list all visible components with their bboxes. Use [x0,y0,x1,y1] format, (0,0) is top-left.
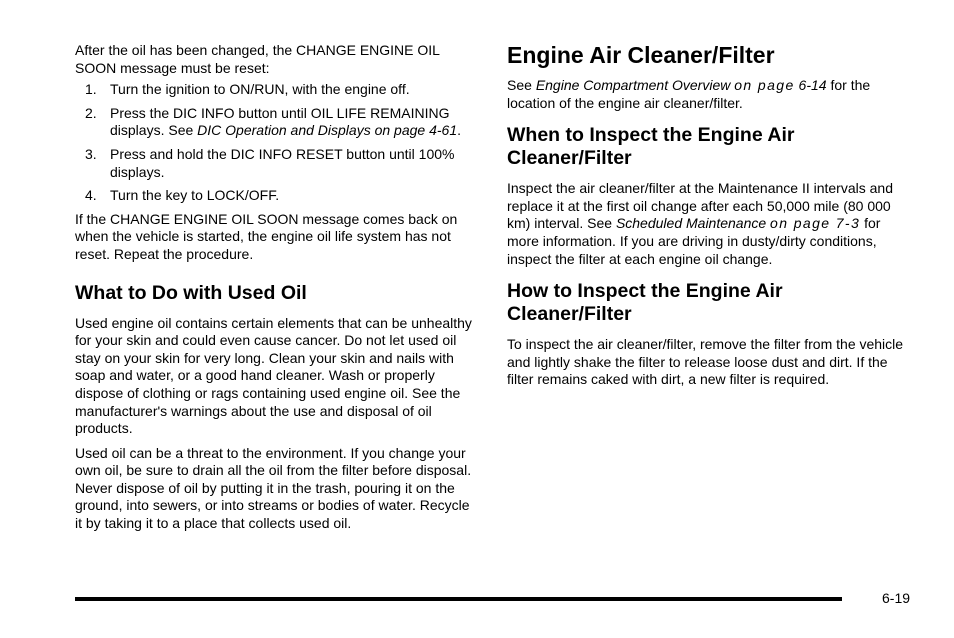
scheduled-maintenance-link-page: on page 7-3 [770,215,861,232]
list-item [75,81,480,99]
step-text: Turn the ignition to ON/RUN, with the engine off. [110,81,410,98]
scheduled-maintenance-link[interactable] [616,215,860,231]
page-title: Engine Air Cleaner/Filter [507,42,775,68]
when-to-inspect-paragraph [507,180,907,268]
intro-paragraph: After the oil has been changed, the CHANGE ENGINE OIL SOON message must be reset: [75,42,440,76]
step-text [110,105,480,140]
step-number: 1. [85,81,97,98]
used-oil-paragraph-1: Used engine oil contains certain elements that can be unhealthy for your skin and could even cause cancer. Do not let used oil stay on your skin for very long. Clean your skin and nails with soap and water, or a good hand cleaner. Wash or properly dispose of clothing or rags containing used engine oil. See the manufacturer's warnings about the use and disposal of oil products. [75,314,472,437]
engine-compartment-link-page-number: 6-14 [794,77,827,93]
used-oil-paragraph-2: Used oil can be a threat to the environment. If you change your own oil, be sure to drain all the oil from the filter before disposal. Never dispose of oil by putting it in the trash, pouring it on the ground, into sewers, or into streams or bodies of water. Recycle it by taking it to a place that collects used oil. [75,444,472,532]
how-to-inspect-heading: How to Inspect the Engine Air Cleaner/Filter [507,280,783,326]
step-text-lead: Press the DIC INFO button until OIL LIFE REMAINING displays. See [110,104,450,139]
engine-compartment-link-title: Engine Compartment Overview [535,77,735,93]
reset-steps-list [75,81,480,205]
when-tail: for more information. If you are driving in dusty/dirty conditions, inspect the filter at each engine oil change. [507,215,881,267]
location-paragraph [507,77,907,112]
scheduled-maintenance-link-title: Scheduled Maintenance [615,215,771,232]
list-item [75,105,480,140]
step-number: 3. [85,145,97,162]
step-text-tail: . [457,122,461,139]
location-tail: for the location of the engine air cleaner/filter. [507,77,871,111]
dic-operation-link[interactable]: DIC Operation and Displays on page 4-61 [197,122,458,139]
step-number: 4. [85,187,97,204]
repeat-procedure-paragraph: If the CHANGE ENGINE OIL SOON message comes back on when the vehicle is started, the engine oil life system has not reset. Repeat the procedure. [75,210,458,262]
right-column [507,42,907,389]
engine-compartment-link-page-label: on page [734,77,795,93]
step-text: Press and hold the DIC INFO RESET button until 100% displays. [110,145,455,180]
used-oil-heading: What to Do with Used Oil [75,281,307,304]
step-number: 2. [85,104,97,121]
when-lead: Inspect the air cleaner/filter at the Maintenance II intervals and replace it at the first oil change after each 50,000 mile (80 000 km) interval. See [507,180,893,232]
location-lead: See [507,77,536,93]
how-to-inspect-paragraph: To inspect the air cleaner/filter, remove the filter from the vehicle and lightly shake the filter to release loose dust and dirt. If the filter remains caked with dirt, a new filter is required. [507,336,904,388]
page-number: 6-19 [882,590,911,606]
footer-rule [75,597,842,601]
engine-compartment-link[interactable] [536,77,827,93]
step-text: Turn the key to LOCK/OFF. [110,187,280,204]
list-item [75,146,480,181]
left-column [75,42,480,533]
list-item [75,187,480,205]
when-to-inspect-heading: When to Inspect the Engine Air Cleaner/Filter [507,124,795,170]
